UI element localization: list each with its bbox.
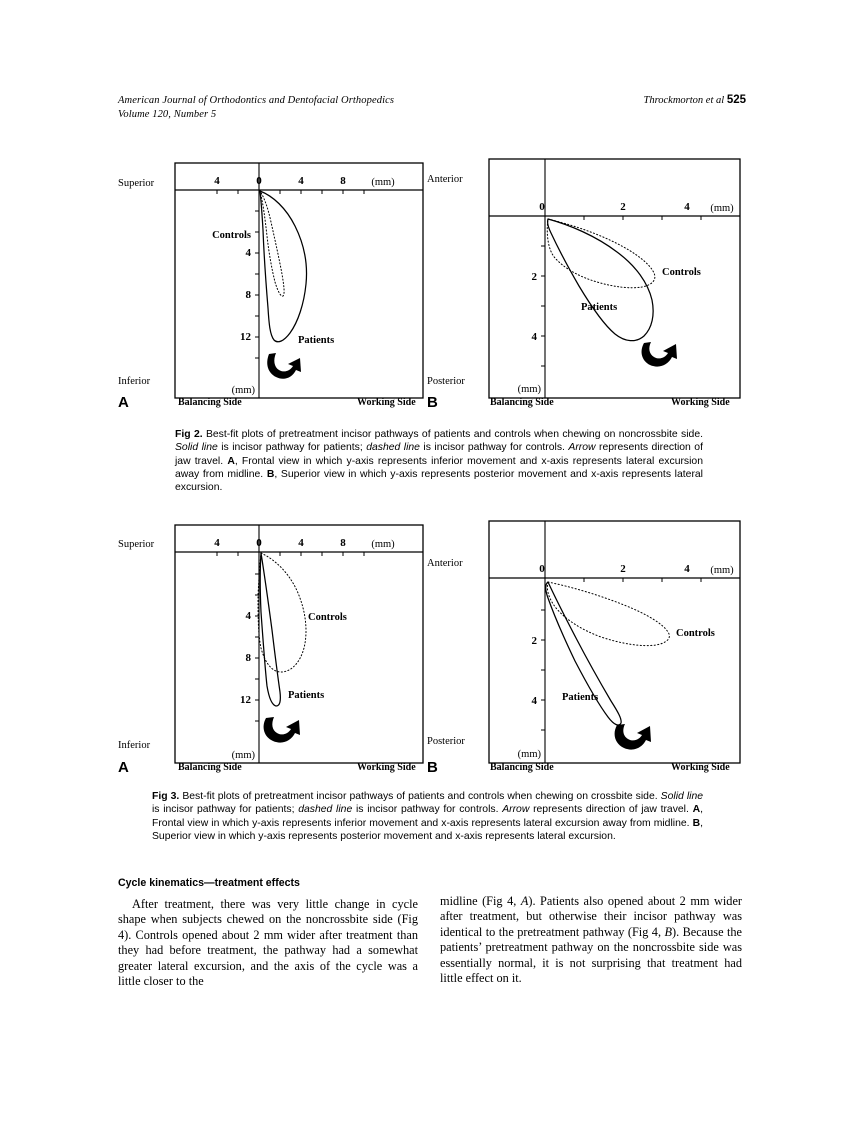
y-axis-unit-label: (mm) bbox=[231, 750, 255, 761]
figure-panel-ref: B bbox=[664, 924, 672, 939]
y-tick-label-1: 8 bbox=[245, 652, 251, 664]
fig3a-plot bbox=[118, 520, 428, 775]
inferior-label: Inferior bbox=[118, 376, 151, 387]
posterior-label: Posterior bbox=[427, 376, 465, 387]
caption-text: , Superior view in which y-axis represents posterior movement and x-axis represents lateral excursion. bbox=[175, 468, 703, 494]
inferior-label: Inferior bbox=[118, 740, 151, 751]
running-head bbox=[118, 94, 746, 121]
body-paragraph: After treatment, there was very little change in cycle shape when subjects chewed on the noncrossbite side (Fig 4). Controls opened about 2 mm wider after treatment than they had before treatment, the pathway had a somewhat greater lateral excursion, and the axis of the cycle was a little closer to the bbox=[118, 897, 418, 989]
anterior-label: Anterior bbox=[427, 558, 463, 569]
panel-letter-a: A bbox=[118, 394, 129, 411]
superior-label: Superior bbox=[118, 178, 155, 189]
caption-panel-ref: B bbox=[692, 817, 701, 829]
y-axis-unit-label: (mm) bbox=[517, 749, 541, 760]
y-tick-label-0: 2 bbox=[531, 271, 537, 283]
balancing-side-label: Balancing Side bbox=[178, 397, 242, 408]
patients-curve-label: Patients bbox=[581, 302, 618, 313]
patients-curve-label: Patients bbox=[298, 335, 335, 346]
running-head-right bbox=[643, 94, 746, 106]
caption-text: represents direction of jaw travel. bbox=[529, 804, 693, 816]
x-tick-label-1: 2 bbox=[620, 201, 626, 213]
x-tick-label-0: 0 bbox=[539, 563, 545, 575]
panel-letter-b: B bbox=[427, 759, 438, 776]
body-text: ). Because the patients’ pretreatment pathway on the noncrossbite side was essentially normal, it is not surprising that treatment had little effect on it. bbox=[440, 924, 742, 986]
caption-text: , Superior view in which y-axis represents posterior movement and x-axis represents lateral excursion. bbox=[152, 817, 703, 842]
x-tick-label-1: 2 bbox=[620, 563, 626, 575]
working-side-label: Working Side bbox=[671, 762, 730, 773]
y-axis-unit-label: (mm) bbox=[231, 385, 255, 396]
caption-panel-ref: A bbox=[227, 455, 235, 467]
body-column-left bbox=[118, 897, 418, 989]
controls-curve-label: Controls bbox=[662, 267, 701, 278]
caption-em: Arrow bbox=[502, 804, 530, 816]
caption-panel-ref: B bbox=[266, 468, 275, 480]
figure-3-caption bbox=[152, 790, 703, 843]
x-axis-unit-label: (mm) bbox=[371, 539, 395, 550]
y-tick-label-2: 12 bbox=[240, 331, 251, 343]
x-axis-unit-label: (mm) bbox=[710, 565, 734, 576]
x-tick-label-2: 4 bbox=[298, 537, 304, 549]
controls-curve-label: Controls bbox=[676, 628, 715, 639]
journal-title: American Journal of Orthodontics and Dentofacial Orthopedics bbox=[118, 95, 395, 106]
x-tick-label-0: 0 bbox=[539, 201, 545, 213]
caption-panel-ref: A bbox=[692, 804, 701, 816]
figure-panel-ref: A bbox=[520, 894, 529, 908]
posterior-label: Posterior bbox=[427, 736, 465, 747]
working-side-label: Working Side bbox=[357, 397, 416, 408]
figure-2-caption bbox=[175, 428, 703, 494]
x-tick-label-1: 0 bbox=[256, 175, 262, 187]
caption-em: Solid line bbox=[660, 791, 703, 802]
x-tick-label-2: 4 bbox=[684, 201, 690, 213]
controls-curve-label: Controls bbox=[308, 612, 347, 623]
caption-em: Arrow bbox=[568, 442, 596, 454]
x-tick-label-1: 0 bbox=[256, 537, 262, 549]
y-axis-unit-label: (mm) bbox=[517, 384, 541, 395]
figure-2 bbox=[118, 158, 746, 410]
y-tick-label-2: 12 bbox=[240, 694, 251, 706]
journal-title-block bbox=[118, 94, 394, 121]
journal-volume: Volume 120, Number 5 bbox=[118, 108, 217, 120]
x-axis-unit-label: (mm) bbox=[371, 177, 395, 188]
patients-curve-label: Patients bbox=[288, 690, 325, 701]
caption-text: is incisor pathway for controls. bbox=[419, 442, 569, 454]
fig2a-plot bbox=[118, 158, 428, 410]
body-text: ). Patients also opened about 2 mm wider after treatment, but otherwise their incisor pathway was identical to the pretreatment pathway (Fig 4, bbox=[440, 894, 742, 939]
caption-text: is incisor pathway for patients; bbox=[217, 442, 367, 454]
page-number: 525 bbox=[726, 94, 746, 106]
body-text: midline (Fig 4, bbox=[440, 894, 521, 908]
caption-text: , Frontal view in which y-axis represents inferior movement and x-axis represents lateral excursion away from midline. bbox=[152, 804, 703, 829]
working-side-label: Working Side bbox=[357, 762, 416, 773]
controls-curve-label: Controls bbox=[212, 230, 251, 241]
balancing-side-label: Balancing Side bbox=[490, 397, 554, 408]
working-side-label: Working Side bbox=[671, 397, 730, 408]
x-tick-label-2: 4 bbox=[298, 175, 304, 187]
caption-text: , Frontal view in which y-axis represents inferior movement and x-axis represents lateral excursion away from midline. bbox=[175, 455, 703, 480]
balancing-side-label: Balancing Side bbox=[490, 762, 554, 773]
plot-frame bbox=[489, 159, 740, 398]
caption-em: dashed line bbox=[298, 804, 353, 816]
y-tick-label-1: 4 bbox=[531, 331, 537, 343]
plot-frame bbox=[489, 521, 740, 763]
figure-2-panel-a bbox=[118, 158, 428, 410]
caption-text: is incisor pathway for patients; bbox=[152, 804, 299, 816]
x-axis-unit-label: (mm) bbox=[710, 203, 734, 214]
body-column-right bbox=[440, 894, 742, 986]
caption-em: dashed line bbox=[366, 442, 420, 454]
balancing-side-label: Balancing Side bbox=[178, 762, 242, 773]
figure-3-panel-a bbox=[118, 520, 428, 775]
caption-text: Best-fit plots of pretreatment incisor pathways of patients and controls when chewing on crossbite side. bbox=[179, 791, 661, 802]
y-tick-label-1: 4 bbox=[531, 695, 537, 707]
fig3b-plot bbox=[484, 520, 746, 775]
caption-em: Solid line bbox=[175, 442, 218, 454]
anterior-label: Anterior bbox=[427, 174, 463, 185]
y-tick-label-1: 8 bbox=[245, 289, 251, 301]
section-heading: Cycle kinematics—treatment effects bbox=[118, 877, 300, 889]
superior-label: Superior bbox=[118, 539, 155, 550]
figure-3-panel-b bbox=[427, 520, 746, 776]
author-running-head: Throckmorton et al bbox=[643, 95, 725, 106]
figure-2-panel-b bbox=[427, 158, 746, 411]
patients-curve-label: Patients bbox=[562, 692, 599, 703]
caption-text: represents direction of jaw travel. bbox=[175, 442, 703, 467]
figure-3 bbox=[118, 520, 746, 775]
panel-letter-b: B bbox=[427, 394, 438, 411]
x-tick-label-0: 4 bbox=[214, 537, 220, 549]
x-tick-label-3: 8 bbox=[340, 537, 346, 549]
y-tick-label-0: 2 bbox=[531, 635, 537, 647]
y-tick-label-0: 4 bbox=[245, 247, 251, 259]
figure-3-caption-label: Fig 3. bbox=[152, 791, 180, 802]
figure-2-caption-label: Fig 2. bbox=[175, 429, 203, 440]
fig2b-plot bbox=[484, 158, 746, 410]
caption-text: Best-fit plots of pretreatment incisor pathways of patients and controls when chewing on noncrossbite side. bbox=[202, 429, 703, 440]
x-tick-label-0: 4 bbox=[214, 175, 220, 187]
x-tick-label-3: 8 bbox=[340, 175, 346, 187]
panel-letter-a: A bbox=[118, 759, 129, 776]
x-tick-label-2: 4 bbox=[684, 563, 690, 575]
y-tick-label-0: 4 bbox=[245, 610, 251, 622]
caption-text: is incisor pathway for controls. bbox=[352, 804, 503, 816]
body-paragraph bbox=[440, 894, 742, 986]
